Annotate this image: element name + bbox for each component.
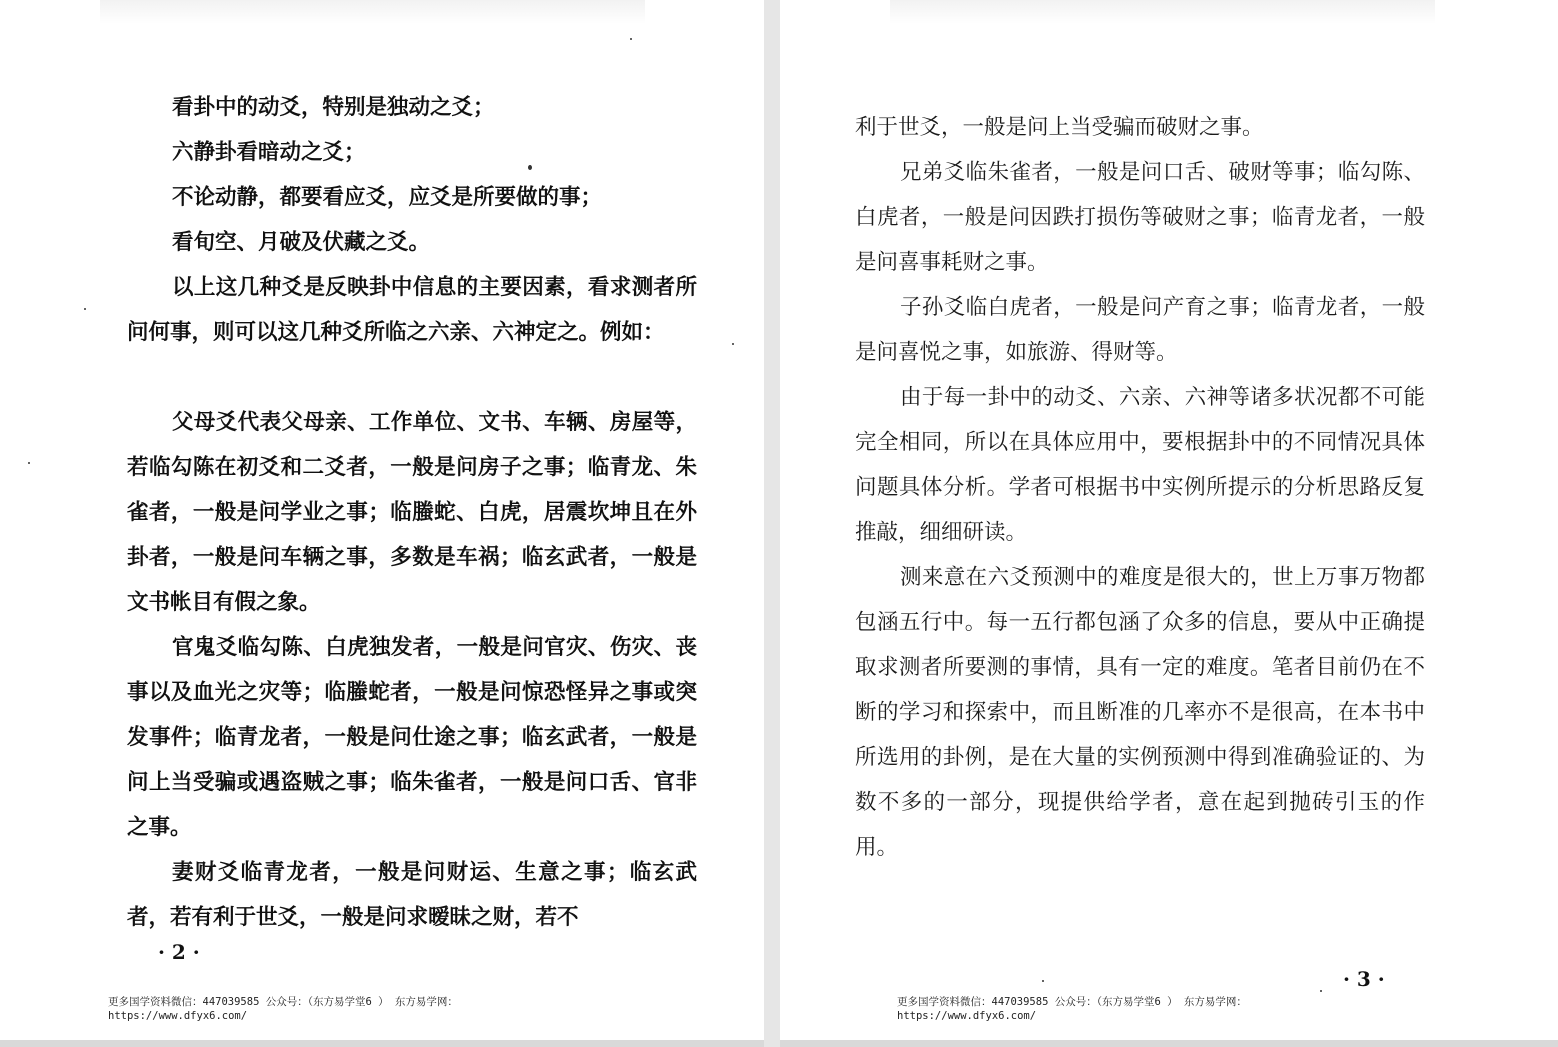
page-gutter xyxy=(764,0,780,1047)
page-number: · 3 · xyxy=(1343,967,1385,991)
watermark-line-1: 更多国学资料微信：447039585 公众号：（东方易学堂6 ） 东方易学网： xyxy=(108,996,458,1008)
scan-speck xyxy=(528,165,532,170)
paragraph-siblings: 兄弟爻临朱雀者，一般是问口舌、破财等事；临勾陈、白虎者，一般是问因跌打损伤等破财之事；临青龙者，一般是问喜事耗财之事。 xyxy=(855,160,1425,275)
scan-header-smudge xyxy=(100,0,645,24)
scan-speck xyxy=(732,343,734,345)
scan-speck xyxy=(1042,980,1044,982)
paragraph-difficulty: 测来意在六爻预测中的难度是很大的，世上万事万物都包涵五行中。每一五行都包涵了众多的信息，要从中正确提取求测者所要测的事情，具有一定的难度。笔者目前仍在不断的学习和探索中，而且断准的几率亦不是很高，在本书中所选用的卦例，是在大量的实例预测中得到准确验证的、为数不多的一部分，现提供给学者，意在起到抛砖引玉的作用。 xyxy=(855,565,1425,860)
paragraph-continued: 利于世爻，一般是问上当受骗而破财之事。 xyxy=(855,115,1264,140)
paragraph-intro: 以上这几种爻是反映卦中信息的主要因素，看求测者所问何事，则可以这几种爻所临之六亲、六神定之。例如： xyxy=(127,275,697,345)
scan-speck xyxy=(1320,990,1322,992)
page-number: · 2 · xyxy=(158,940,200,964)
watermark-line-1: 更多国学资料微信：447039585 公众号：（东方易学堂6 ） 东方易学网： xyxy=(897,996,1247,1008)
paragraph-parents: 父母爻代表父母亲、工作单位、文书、车辆、房屋等，若临勾陈在初爻和二爻者，一般是问房子之事；临青龙、朱雀者，一般是问学业之事；临螣蛇、白虎，居震坎坤且在外卦者，一般是问车辆之事，多数是车祸；临玄武者，一般是文书帐目有假之象。 xyxy=(127,410,697,615)
document-page-2 xyxy=(0,0,764,1040)
paragraph-wealth: 妻财爻临青龙者，一般是问财运、生意之事；临玄武者，若有利于世爻，一般是问求暧昧之财，若不 xyxy=(127,860,697,930)
text-line-1: 看卦中的动爻，特别是独动之爻； xyxy=(172,95,495,120)
text-line-2: 六静卦看暗动之爻； xyxy=(172,140,366,165)
watermark-url: https://www.dfyx6.com/ xyxy=(108,1010,248,1022)
text-line-4: 看旬空、月破及伏藏之爻。 xyxy=(172,230,431,255)
document-page-3 xyxy=(780,0,1558,1040)
paragraph-officials: 官鬼爻临勾陈、白虎独发者，一般是问官灾、伤灾、丧事以及血光之灾等；临螣蛇者，一般是问惊恐怪异之事或突发事件；临青龙者，一般是问仕途之事；临玄武者，一般是问上当受骗或遇盗贼之事；临朱雀者，一般是问口舌、官非之事。 xyxy=(127,635,697,840)
scan-speck xyxy=(28,462,30,464)
text-line-3: 不论动静，都要看应爻，应爻是所要做的事； xyxy=(172,185,603,210)
watermark-url: https://www.dfyx6.com/ xyxy=(897,1010,1037,1022)
scan-header-smudge xyxy=(890,0,1435,24)
paragraph-offspring: 子孙爻临白虎者，一般是问产育之事；临青龙者，一般是问喜悦之事，如旅游、得财等。 xyxy=(855,295,1425,365)
scan-speck xyxy=(630,38,632,40)
scan-speck xyxy=(84,308,86,310)
paragraph-analysis: 由于每一卦中的动爻、六亲、六神等诸多状况都不可能完全相同，所以在具体应用中，要根据卦中的不同情况具体问题具体分析。学者可根据书中实例所提示的分析思路反复推敲，细细研读。 xyxy=(855,385,1425,545)
